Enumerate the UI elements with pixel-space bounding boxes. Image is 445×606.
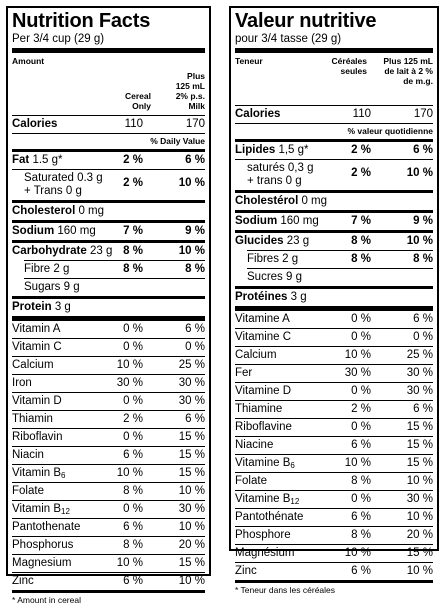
nutrient-name: Vitamine C [235,331,292,343]
footnote: * Amount in cereal [12,590,205,606]
vitamin-row [12,500,205,518]
vitamin-row [12,572,205,590]
cereal-dv: 8 % [351,475,371,487]
milk-dv: 30 % [406,493,433,505]
vitamin-row [235,346,433,364]
cereal-dv: 8 % [123,539,143,551]
calories-row: Calories 110 170 [12,115,205,133]
vitamin-row [12,356,205,374]
nutrient-name: Niacin [12,449,44,461]
sodium-row: Sodium 160 mg 7 % 9 % [12,220,205,240]
col-milk-header: Plus 125 mL 2% p.s. Milk [175,71,205,111]
cereal-dv: 6 % [123,521,143,533]
daily-value-header: % Daily Value [12,133,205,149]
vitamin-row [12,482,205,500]
col-cereal-header: Cereal Only [125,91,151,111]
nutrient-name: Vitamine $B_6$ [235,457,295,470]
vitamin-row [12,536,205,554]
milk-dv: 0 % [185,341,205,353]
protein-row: Protein 3 g [12,296,205,316]
nutrient-name: Zinc [12,575,34,587]
milk-dv: 30 % [178,377,205,389]
nutrient-name: Pantothenate [12,521,81,533]
fat-row: Fat 1.5 g* 2 % 6 % [12,149,205,169]
nutrient-name: Zinc [235,565,257,577]
milk-dv: 15 % [178,431,205,443]
nutrient-name: Vitamin A [12,323,61,335]
nutrient-name: Thiamin [12,413,53,425]
footnote: * Teneur dans les céréales [235,580,433,596]
milk-dv: 20 % [178,539,205,551]
cereal-dv: 6 % [351,439,371,451]
milk-dv: 10 % [178,521,205,533]
milk-dv: 25 % [178,359,205,371]
col-milk-header: Plus 125 mL de lait à 2 % de m.g. [383,56,433,86]
nutrient-name: Thiamine [235,403,283,415]
carbohydrate-row: Carbohydrate 23 g 8 % 10 % [12,240,205,260]
nutrient-name: Calcium [12,359,54,371]
vitamin-row [12,374,205,392]
panel-title: Valeur nutritive [235,10,377,32]
cereal-dv: 10 % [344,457,371,469]
cereal-dv: 10 % [116,359,143,371]
cereal-dv: 0 % [351,331,371,343]
vitamin-row [235,454,433,472]
nutrition-facts-panel-fr [229,6,439,595]
amount-label: Teneur [235,56,263,66]
vitamin-row [235,526,433,544]
milk-dv: 15 % [406,547,433,559]
vitamin-row [235,328,433,346]
vitamin-row [12,338,205,356]
nutrient-name: Riboflavine [235,421,292,433]
vitamin-row [12,410,205,428]
column-header [12,53,205,115]
milk-dv: 10 % [178,485,205,497]
nutrient-name: Riboflavin [12,431,63,443]
nutrient-name: Vitamin $B_{12}$ [12,503,70,516]
milk-dv: 15 % [406,457,433,469]
milk-dv: 30 % [406,385,433,397]
cereal-dv: 0 % [123,431,143,443]
milk-dv: 30 % [178,503,205,515]
cholesterol-row: Cholestérol 0 mg [235,190,433,210]
nutrient-name: Vitamin $B_6$ [12,467,66,480]
cereal-dv: 0 % [123,503,143,515]
nutrient-name: Iron [12,377,32,389]
cereal-dv: 30 % [344,367,371,379]
col-cereal-header: Céréales seules [331,56,367,76]
vitamin-row [235,382,433,400]
nutrient-name: Vitamine A [235,313,290,325]
cereal-dv: 0 % [123,395,143,407]
nutrient-name: Folate [235,475,267,487]
cereal-dv: 6 % [123,575,143,587]
cereal-dv: 0 % [123,341,143,353]
vitamin-row [235,418,433,436]
fat-row: Lipides 1,5 g* 2 % 6 % [235,139,433,159]
vitamin-row [235,544,433,562]
nutrient-name: Magnesium [12,557,72,569]
cereal-dv: 10 % [116,557,143,569]
vitamin-row [235,472,433,490]
fibre-row: Fibres 2 g 8 % 8 % [247,250,433,268]
calories-row: Calories 110 170 [235,105,433,123]
sodium-row: Sodium 160 mg 7 % 9 % [235,210,433,230]
nutrition-facts-panel-en [6,6,211,605]
nutrient-name: Calcium [235,349,277,361]
milk-dv: 10 % [406,511,433,523]
milk-dv: 15 % [178,449,205,461]
vitamin-row [12,321,205,338]
vitamin-row [12,464,205,482]
milk-dv: 6 % [185,413,205,425]
cereal-dv: 0 % [123,323,143,335]
milk-dv: 15 % [406,439,433,451]
milk-dv: 10 % [178,575,205,587]
cereal-dv: 8 % [123,485,143,497]
cereal-dv: 30 % [116,377,143,389]
cereal-dv: 10 % [116,467,143,479]
cereal-dv: 6 % [351,565,371,577]
milk-dv: 0 % [413,331,433,343]
milk-dv: 15 % [178,557,205,569]
nutrient-name: Magnésium [235,547,295,559]
carbohydrate-row: Glucides 23 g 8 % 10 % [235,230,433,250]
nutrient-name: Pantothénate [235,511,304,523]
cereal-dv: 0 % [351,313,371,325]
nutrient-name: Folate [12,485,44,497]
vitamin-row [12,446,205,464]
serving-size: pour 3/4 tasse (29 g) [235,33,342,45]
milk-dv: 6 % [413,313,433,325]
milk-dv: 6 % [413,403,433,415]
daily-value-header: % valeur quotidienne [235,123,433,139]
nutrient-name: Vitamine $B_{12}$ [235,493,300,506]
panel-title: Nutrition Facts [12,10,151,32]
serving-size: Per 3/4 cup (29 g) [12,33,105,45]
milk-dv: 10 % [406,475,433,487]
cereal-dv: 6 % [123,449,143,461]
fibre-row: Fibre 2 g 8 % 8 % [24,260,205,278]
vitamin-row [235,400,433,418]
vitamin-row [12,392,205,410]
milk-dv: 10 % [406,565,433,577]
saturated-trans-row: Saturated 0.3 g + Trans 0 g 2 % 10 % [12,169,205,200]
cereal-dv: 8 % [351,529,371,541]
milk-dv: 6 % [185,323,205,335]
milk-dv: 30 % [178,395,205,407]
milk-dv: 25 % [406,349,433,361]
vitamin-row [235,364,433,382]
nutrient-name: Phosphorus [12,539,74,551]
cereal-dv: 2 % [123,413,143,425]
cereal-dv: 2 % [351,403,371,415]
vitamin-list [235,311,433,580]
nutrient-name: Vitamin C [12,341,62,353]
cereal-dv: 0 % [351,493,371,505]
vitamin-row [12,518,205,536]
nutrient-name: Vitamine D [235,385,292,397]
vitamin-row [235,490,433,508]
nutrient-name: Phosphore [235,529,291,541]
nutrient-name: Vitamin D [12,395,62,407]
cereal-dv: 0 % [351,385,371,397]
nutrient-name: Niacine [235,439,274,451]
column-header [235,53,433,105]
saturated-trans-row: saturés 0,3 g + trans 0 g 2 % 10 % [235,159,433,190]
vitamin-row [12,554,205,572]
vitamin-row [235,311,433,328]
cereal-dv: 0 % [351,421,371,433]
amount-label: Amount [12,56,45,66]
cholesterol-row: Cholesterol 0 mg [12,200,205,220]
vitamin-row [235,436,433,454]
protein-row: Protéines 3 g [235,286,433,306]
sugars-row: Sugars 9 g [24,278,205,296]
milk-dv: 15 % [406,421,433,433]
milk-dv: 15 % [178,467,205,479]
vitamin-row [12,428,205,446]
cereal-dv: 10 % [344,547,371,559]
nutrient-name: Fer [235,367,253,379]
vitamin-list [12,321,205,590]
sugars-row: Sucres 9 g [247,268,433,286]
milk-dv: 20 % [406,529,433,541]
cereal-dv: 6 % [351,511,371,523]
vitamin-row [235,508,433,526]
vitamin-row [235,562,433,580]
cereal-dv: 10 % [344,349,371,361]
milk-dv: 30 % [406,367,433,379]
